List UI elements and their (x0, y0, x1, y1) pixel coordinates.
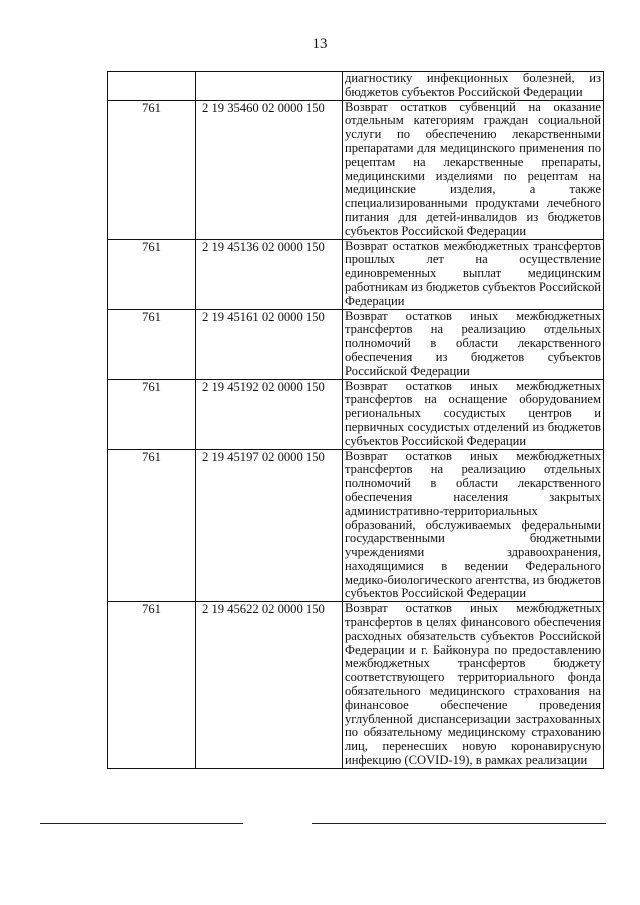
kbk-code-cell (196, 72, 343, 101)
table-row (108, 379, 604, 449)
page-number: 13 (312, 36, 328, 52)
kbk-code-cell: 2 19 45197 02 0000 150 (196, 449, 343, 602)
admin-code-cell: 761 (108, 100, 196, 239)
revenue-name-cell: Возврат остатков иных межбюджетных трансфертов на реализацию отдельных полномочий в области лекарственного обеспечения населения закрытых административно-территориальных образований, обслуживаемых федеральными государственными бюджетными учреждениями здравоохранения, находящимися в ведении Федерального медико-биологического агентства, из бюджетов субъектов Российской Федерации (343, 449, 604, 602)
admin-code-cell: 761 (108, 602, 196, 769)
budget-classification-table (107, 71, 604, 769)
kbk-code-cell: 2 19 35460 02 0000 150 (196, 100, 343, 239)
kbk-code-cell: 2 19 45622 02 0000 150 (196, 602, 343, 769)
kbk-code-cell: 2 19 45136 02 0000 150 (196, 239, 343, 309)
admin-code-cell: 761 (108, 379, 196, 449)
admin-code-cell: 761 (108, 309, 196, 379)
scan-divider-line (312, 823, 606, 824)
table-row (108, 309, 604, 379)
table-row (108, 239, 604, 309)
table-row (108, 100, 604, 239)
revenue-name-cell: диагностику инфекционных болезней, из бюджетов субъектов Российской Федерации (343, 72, 604, 101)
kbk-code-cell: 2 19 45161 02 0000 150 (196, 309, 343, 379)
admin-code-cell (108, 72, 196, 101)
kbk-code-cell: 2 19 45192 02 0000 150 (196, 379, 343, 449)
table-row (108, 72, 604, 101)
revenue-name-cell: Возврат остатков иных межбюджетных трансфертов на реализацию отдельных полномочий в области лекарственного обеспечения из бюджетов субъектов Российской Федерации (343, 309, 604, 379)
revenue-name-cell: Возврат остатков субвенций на оказание отдельным категориям граждан социальной услуги по обеспечению лекарственными препаратами для медицинского применения по рецептам на лекарственные препараты, медицинскими изделиями по рецептам на медицинские изделия, а также специализированными продуктами лечебного питания для детей-инвалидов из бюджетов субъектов Российской Федерации (343, 100, 604, 239)
table-row (108, 602, 604, 769)
revenue-name-cell: Возврат остатков межбюджетных трансфертов прошлых лет на осуществление единовременных выплат медицинским работникам из бюджетов субъектов Российской Федерации (343, 239, 604, 309)
table-row (108, 449, 604, 602)
admin-code-cell: 761 (108, 449, 196, 602)
scan-divider-line (40, 823, 243, 824)
admin-code-cell: 761 (108, 239, 196, 309)
revenue-name-cell: Возврат остатков иных межбюджетных трансфертов в целях финансового обеспечения расходных обязательств субъектов Российской Федерации и г. Байконура по предоставлению межбюджетных трансфертов бюджету соответствующего территориального фонда обязательного медицинского страхования на финансовое обеспечение проведения углубленной диспансеризации застрахованных по обязательному медицинскому страхованию лиц, перенесших новую коронавирусную инфекцию (COVID-19), в рамках реализации (343, 602, 604, 769)
revenue-name-cell: Возврат остатков иных межбюджетных трансфертов на оснащение оборудованием региональных сосудистых центров и первичных сосудистых отделений из бюджетов субъектов Российской Федерации (343, 379, 604, 449)
